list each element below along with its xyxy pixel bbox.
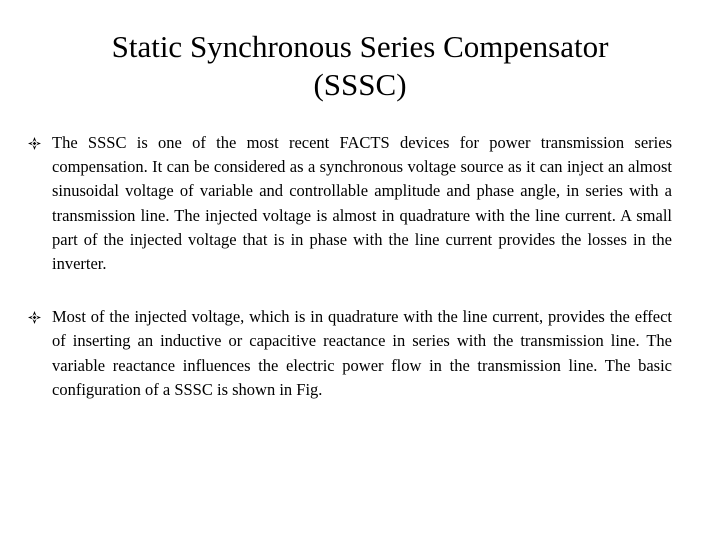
bullet-item <box>28 131 672 276</box>
slide-title-line-1: Static Synchronous Series Compensator <box>111 29 609 64</box>
bullet-list <box>28 131 672 402</box>
slide-title <box>40 28 680 104</box>
bullet-text: Most of the injected voltage, which is in quadrature with the line current, provides the effect of inserting an inductive or capacitive reactance in series with the transmission line. The variable reactance influences the electric power flow in the transmission line. The basic configuration of a SSSC is shown in Fig. <box>52 307 672 399</box>
slide-title-line-2: (SSSC) <box>313 67 407 102</box>
diamond-bullet-icon <box>28 311 41 324</box>
bullet-item <box>28 305 672 402</box>
bullet-text: The SSSC is one of the most recent FACTS devices for power transmission series compensation. It can be considered as a synchronous voltage source as it can inject an almost sinusoidal voltage of variable and controllable amplitude and phase angle, in series with a transmission line. The injected voltage is almost in quadrature with the line current. A small part of the injected voltage that is in phase with the line current provides the losses in the inverter. <box>52 133 672 274</box>
diamond-bullet-icon <box>28 137 41 150</box>
